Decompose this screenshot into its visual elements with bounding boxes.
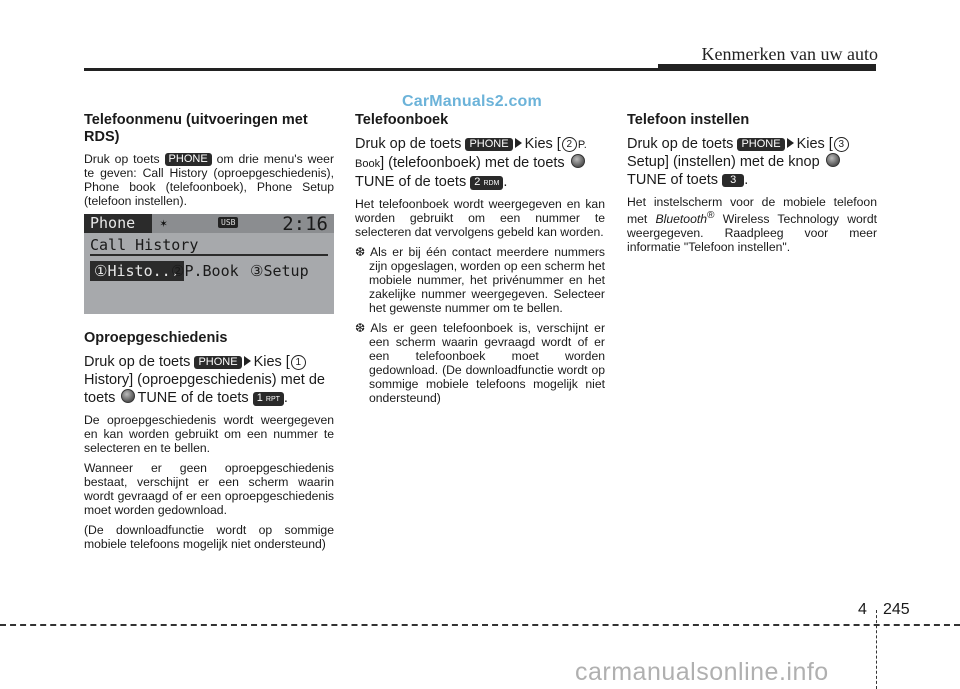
text: Druk op toets xyxy=(84,152,160,166)
footer-vertical-rule xyxy=(876,610,877,689)
lead-phonebook xyxy=(355,135,605,191)
circled-one-icon: 1 xyxy=(291,355,306,370)
arrow-icon xyxy=(244,356,251,366)
bluetooth-word: Bluetooth xyxy=(655,212,708,227)
text: History] (oproepgeschiedenis) met de toets xyxy=(84,372,325,406)
key-sub: RPT xyxy=(265,396,280,403)
preset-3-key-icon: 3 xyxy=(722,174,744,187)
paragraph-phone-setup xyxy=(627,195,877,254)
bullet-no-phonebook: ❆ Als er geen telefoonboek is, verschijnt er een scherm waarin gevraagd wordt of er een telefoonboek moet worden gedownload. (De downloadfunctie wordt op sommige mobiele telefoons mogelijk niet ondersteund) xyxy=(355,321,605,405)
paragraph-history-3: (De downloadfunctie wordt op sommige mobiele telefoons mogelijk niet ondersteund) xyxy=(84,523,334,551)
paragraph-history-1: De oproepgeschiedenis wordt weergegeven en kan worden gebruikt om een nummer te selecteren en te bellen. xyxy=(84,413,334,455)
paragraph-history-2: Wanneer er geen oproepgeschiedenis bestaat, verschijnt er een scherm waarin wordt gevraagd of er een oproepgeschiedenis moet worden gedownload. xyxy=(84,461,334,517)
footer-rule xyxy=(0,624,960,626)
heading-phone-setup: Telefoon instellen xyxy=(627,112,750,128)
header-rule-accent xyxy=(658,64,876,71)
phone-screen-image xyxy=(84,214,334,314)
tune-knob-icon xyxy=(121,389,135,403)
phone-key-icon: PHONE xyxy=(465,138,512,151)
tune-knob-icon xyxy=(826,153,840,167)
heading-phonebook: Telefoonboek xyxy=(355,112,449,128)
phone-key-icon: PHONE xyxy=(165,153,212,166)
header-title: Kenmerken van uw auto xyxy=(701,44,878,64)
key-sub: RDM xyxy=(483,180,500,187)
arrow-icon xyxy=(787,138,794,148)
text: Druk op de toets xyxy=(84,354,191,370)
text: om drie menu's weer te geven: Call History (oproepgeschiedenis), Phone book (telefoonboek), Phone Setup (telefoon instellen). xyxy=(84,152,335,208)
screen-divider xyxy=(90,254,328,256)
pbook-label: P. Book xyxy=(355,139,587,170)
watermark-top: CarManuals2.com xyxy=(402,93,542,110)
text: . xyxy=(283,390,288,406)
heading-call-history: Oproepgeschiedenis xyxy=(84,330,228,346)
text: TUNE of de toets xyxy=(355,174,467,190)
paragraph-phone-menu xyxy=(84,152,334,208)
text: Kies [ xyxy=(253,354,290,370)
screen-option-setup: ③Setup xyxy=(250,262,309,280)
column-phonebook xyxy=(355,112,605,411)
usb-icon: USB xyxy=(218,217,238,228)
text: ] (telefoonboek) met de toets xyxy=(380,155,565,171)
lead-call-history xyxy=(84,353,334,407)
text: Kies [ xyxy=(796,136,833,152)
text: TUNE of toets xyxy=(627,172,719,188)
bullet-multiple-numbers: ❆ Als er bij één contact meerdere nummers zijn opgeslagen, worden op een scherm het mobiele nummer, het privénummer en het zakelijke nummer weergegeven. Selecteer het gewenste nummer om te bellen. xyxy=(355,245,605,315)
heading-phone-menu: Telefoonmenu (uitvoeringen met RDS) xyxy=(84,112,308,145)
preset-2-key-icon xyxy=(470,176,503,190)
key-number: 1 xyxy=(256,392,263,404)
circled-two-icon: 2 xyxy=(562,137,577,152)
text: Kies [ xyxy=(524,136,561,152)
circled-three-icon: 3 xyxy=(834,137,849,152)
key-number: 2 xyxy=(474,176,481,188)
text: . xyxy=(744,172,749,188)
lead-phone-setup xyxy=(627,135,877,189)
screen-time: 2:16 xyxy=(282,214,328,235)
text: Druk op de toets xyxy=(627,136,734,152)
column-phone-setup xyxy=(627,112,877,260)
page-number: 245 xyxy=(883,601,910,618)
screen-phone-label: Phone xyxy=(84,214,152,233)
screen-option-pbook: ②P.Book xyxy=(171,262,239,280)
phone-key-icon: PHONE xyxy=(194,356,241,369)
screen-option-history: ①Histo... xyxy=(90,261,184,281)
screen-title: Call History xyxy=(90,236,199,254)
bluetooth-icon: ✶ xyxy=(160,216,168,230)
text: . xyxy=(503,174,508,190)
registered-mark: ® xyxy=(707,210,715,221)
column-phone-menu xyxy=(84,112,334,557)
paragraph-phonebook: Het telefoonboek wordt weergegeven en kan worden gebruikt om een nummer te selecteren dat vervolgens gebeld kan worden. xyxy=(355,197,605,239)
text: TUNE of de toets xyxy=(137,390,249,406)
arrow-icon xyxy=(515,138,522,148)
text: Setup] (instellen) met de knop xyxy=(627,154,820,170)
tune-knob-icon xyxy=(571,154,585,168)
phone-key-icon: PHONE xyxy=(737,138,784,151)
text: Druk op de toets xyxy=(355,136,462,152)
text: Het instelscherm voor de mobiele telefoon met xyxy=(627,195,877,227)
section-number: 4 xyxy=(858,601,867,618)
text: Wireless Technology wordt weergegeven. Raadpleeg voor meer informatie "Telefoon instellen". xyxy=(627,212,878,255)
watermark-bottom: carmanualsonline.info xyxy=(575,658,829,686)
preset-1-key-icon xyxy=(253,392,284,406)
